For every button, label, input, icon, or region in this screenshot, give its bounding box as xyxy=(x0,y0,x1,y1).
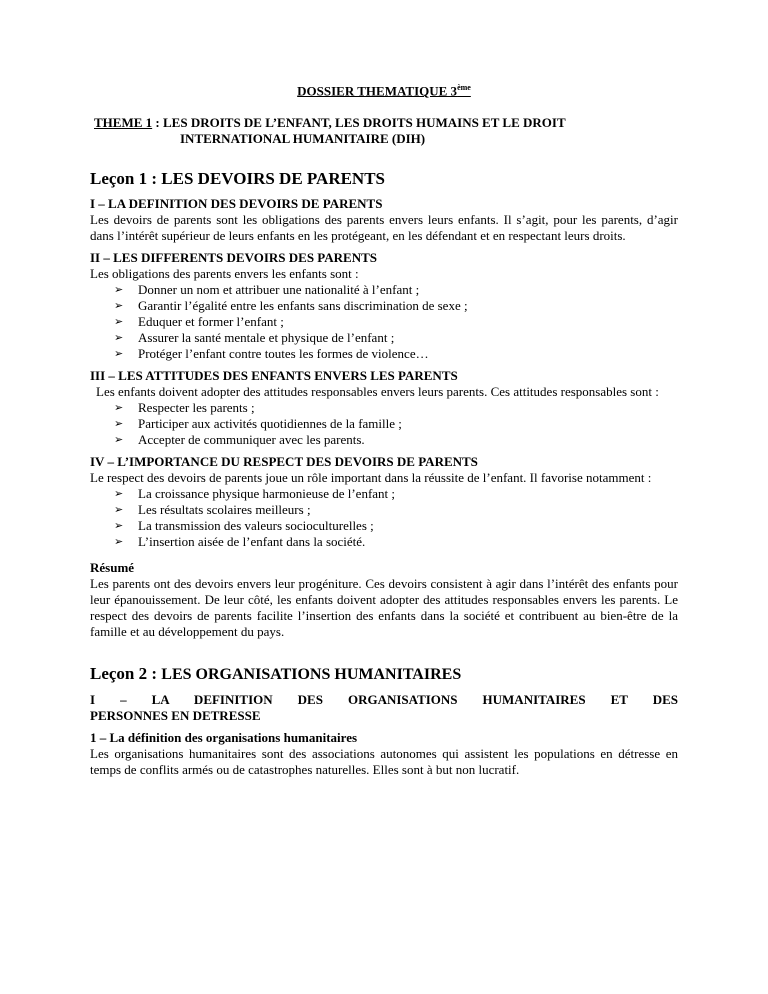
theme-separator: : xyxy=(152,115,163,131)
list-item xyxy=(114,298,678,314)
resume-text: Les parents ont des devoirs envers leur progéniture. Ces devoirs consistent à agir dans l’intérêt des enfants pour leur épanouissement. De leur côté, les enfants doivent adopter des attitudes responsables envers les parents. Le respect des devoirs de parents facilite l’insertion des enfants dans la société et contribuent au bien-être de la famille et au développement du pays. xyxy=(90,576,678,640)
arrowhead-bullet-icon: ➢ xyxy=(114,331,124,345)
document-title-text: DOSSIER THEMATIQUE 3 xyxy=(297,83,458,99)
theme-label: THEME 1 xyxy=(94,115,153,131)
arrowhead-bullet-icon: ➢ xyxy=(114,535,124,549)
lesson2-s1-subheading: 1 – La définition des organisations humanitaires xyxy=(90,730,358,746)
list-item-text: Assurer la santé mentale et physique de l’enfant ; xyxy=(138,330,395,346)
lesson2-title-prefix: Leçon 2 : xyxy=(90,664,162,684)
arrowhead-bullet-icon: ➢ xyxy=(114,315,124,329)
lesson1-s1-heading: I – LA DEFINITION DES DEVOIRS DE PARENTS xyxy=(90,196,383,212)
arrowhead-bullet-icon: ➢ xyxy=(114,283,124,297)
lesson1-s2-heading: II – LES DIFFERENTS DEVOIRS DES PARENTS xyxy=(90,250,378,266)
resume-heading: Résumé xyxy=(90,560,135,576)
lesson2-title-rest: LES ORGANISATIONS HUMANITAIRES xyxy=(161,666,462,684)
list-item xyxy=(114,400,678,416)
lesson1-s2-intro: Les obligations des parents envers les enfants sont : xyxy=(90,266,359,282)
arrowhead-bullet-icon: ➢ xyxy=(114,503,124,517)
list-item xyxy=(114,346,678,362)
lesson1-section1 xyxy=(90,196,678,244)
list-item xyxy=(114,416,678,432)
list-item-text: L’insertion aisée de l’enfant dans la société. xyxy=(138,534,366,550)
lesson2-s1-heading-line2: PERSONNES EN DETRESSE xyxy=(90,708,261,724)
document-page xyxy=(90,80,678,778)
theme-title-line1: LES DROITS DE L’ENFANT, LES DROITS HUMAINS ET LE DROIT xyxy=(163,115,566,131)
arrowhead-bullet-icon: ➢ xyxy=(114,487,124,501)
list-item-text: La transmission des valeurs socioculturelles ; xyxy=(138,518,374,534)
lesson1-s4-intro: Le respect des devoirs de parents joue un rôle important dans la réussite de l’enfant. Il favorise notamment : xyxy=(90,470,652,486)
lesson1-s4-heading: IV – L’IMPORTANCE DU RESPECT DES DEVOIRS DE PARENTS xyxy=(90,454,478,470)
list-item xyxy=(114,534,678,550)
list-item xyxy=(114,502,678,518)
arrowhead-bullet-icon: ➢ xyxy=(114,347,124,361)
list-item xyxy=(114,282,678,298)
lesson1-s2-list xyxy=(90,282,678,362)
list-item-text: Les résultats scolaires meilleurs ; xyxy=(138,502,311,518)
theme-title-line2: INTERNATIONAL HUMANITAIRE (DIH) xyxy=(180,131,426,147)
lesson1-s1-text: Les devoirs de parents sont les obligations des parents envers leurs enfants. Il s’agit, pour les parents, d’agir dans l’intérêt supérieur de leurs enfants en les protégeant, en les défendant et en respectant leurs droits. xyxy=(90,212,678,244)
list-item xyxy=(114,432,678,448)
arrowhead-bullet-icon: ➢ xyxy=(114,417,124,431)
arrowhead-bullet-icon: ➢ xyxy=(114,401,124,415)
lesson1-s3-list xyxy=(90,400,678,448)
arrowhead-bullet-icon: ➢ xyxy=(114,433,124,447)
list-item-text: Garantir l’égalité entre les enfants sans discrimination de sexe ; xyxy=(138,298,468,314)
list-item-text: La croissance physique harmonieuse de l’enfant ; xyxy=(138,486,396,502)
lesson1-section2 xyxy=(90,250,678,362)
arrowhead-bullet-icon: ➢ xyxy=(114,299,124,313)
lesson1-s3-heading: III – LES ATTITUDES DES ENFANTS ENVERS LES PARENTS xyxy=(90,368,458,384)
lesson2-title xyxy=(90,664,678,685)
document-title-sup: ème xyxy=(457,83,471,92)
list-item-text: Donner un nom et attribuer une nationalité à l’enfant ; xyxy=(138,282,420,298)
list-item-text: Participer aux activités quotidiennes de la famille ; xyxy=(138,416,402,432)
lesson2-s1-text: Les organisations humanitaires sont des associations autonomes qui assistent les populations en détresse en temps de conflits armés ou de catastrophes naturelles. Elles sont à but non lucratif. xyxy=(90,746,678,778)
list-item xyxy=(114,330,678,346)
lesson1-s4-list xyxy=(90,486,678,550)
theme-heading xyxy=(90,115,678,147)
lesson1-title: Leçon 1 : LES DEVOIRS DE PARENTS xyxy=(90,169,386,189)
lesson1-s3-intro: Les enfants doivent adopter des attitudes responsables envers leurs parents. Ces attitudes responsables sont : xyxy=(96,384,659,400)
arrowhead-bullet-icon: ➢ xyxy=(114,519,124,533)
list-item xyxy=(114,486,678,502)
lesson1-section4 xyxy=(90,454,678,550)
list-item xyxy=(114,314,678,330)
list-item-text: Accepter de communiquer avec les parents. xyxy=(138,432,365,448)
lesson2-s1-heading-line1: I – LA DEFINITION DES ORGANISATIONS HUMANITAIRES ET DES xyxy=(90,692,678,708)
list-item-text: Eduquer et former l’enfant ; xyxy=(138,314,284,330)
document-title xyxy=(90,80,678,99)
lesson1-section3 xyxy=(90,368,678,448)
lesson2 xyxy=(90,664,678,778)
list-item xyxy=(114,518,678,534)
list-item-text: Respecter les parents ; xyxy=(138,400,255,416)
lesson1-resume xyxy=(90,560,678,640)
list-item-text: Protéger l’enfant contre toutes les formes de violence… xyxy=(138,346,429,362)
